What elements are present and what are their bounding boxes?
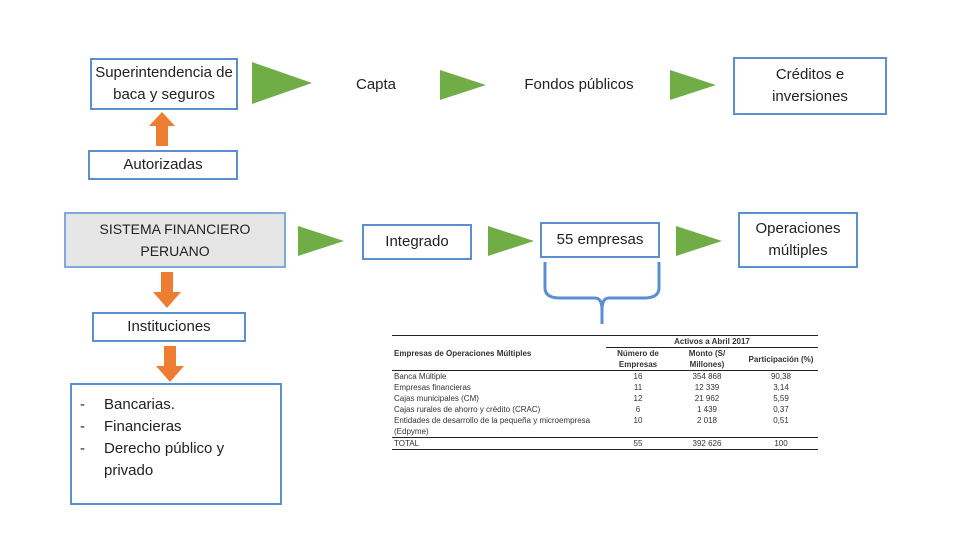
row-n: 16: [633, 372, 643, 381]
row-pct: 90,38: [770, 372, 792, 381]
row-name: Cajas rurales de ahorro y crédito (CRAC): [394, 405, 541, 414]
total-monto: 392 626: [692, 439, 722, 448]
col-header: Empresas de Operaciones Múltiples: [394, 348, 532, 358]
row-name: Entidades de desarrollo de la pequeña y microempresa (Edpyme): [394, 416, 591, 436]
list-item: [80, 394, 272, 416]
table-row: [392, 382, 818, 393]
arrow-up-icon: [149, 112, 175, 146]
integrado-box: [362, 224, 472, 260]
total-name: TOTAL: [394, 439, 420, 448]
row-pct: 5,59: [773, 394, 789, 403]
row-name: Empresas financieras: [394, 383, 471, 392]
row-monto: 2 018: [696, 416, 718, 425]
arrow-down-icon: [153, 272, 181, 308]
operaciones-label: Operaciones múltiples: [755, 220, 841, 259]
row-name: Banca Múltiple: [394, 372, 447, 381]
arrow-right-icon: [440, 70, 486, 100]
col-header: Participación (%): [748, 354, 814, 364]
fondos-label: Fondos públicos: [524, 76, 634, 93]
arrow-right-icon: [488, 226, 534, 256]
row-monto: 21 962: [694, 394, 720, 403]
empresas-table: [392, 335, 818, 450]
capta-label: Capta: [355, 76, 397, 93]
autorizadas-box: [88, 150, 238, 180]
row-n: 11: [633, 383, 643, 392]
arrow-right-icon: [670, 70, 716, 100]
list-item: [80, 438, 272, 482]
row-n: 6: [635, 405, 641, 414]
empresas55-box: [540, 222, 660, 258]
arrow-right-icon: [676, 226, 722, 256]
row-pct: 3,14: [773, 383, 789, 392]
sistema-label: SISTEMA FINANCIERO PERUANO: [99, 221, 251, 259]
creditos-label: Créditos e inversiones: [772, 66, 848, 105]
row-name: Cajas municipales (CM): [394, 394, 479, 403]
list-item: [80, 416, 272, 438]
superintendencia-label: Superintendencia de baca y seguros: [95, 64, 233, 103]
superintendencia-box: [90, 58, 238, 110]
operaciones-box: [738, 212, 858, 268]
empresas55-label: 55 empresas: [556, 231, 644, 248]
sistema-box: [64, 212, 286, 268]
fondos-box: [502, 70, 656, 100]
instituciones-label: Instituciones: [127, 318, 211, 335]
group-header: Activos a Abril 2017: [606, 336, 818, 348]
row-pct: 0,37: [773, 405, 789, 414]
list-dash: -: [80, 440, 85, 457]
table-row: [392, 415, 818, 438]
table-total-row: [392, 438, 818, 450]
total-n: 55: [633, 439, 643, 448]
autorizadas-label: Autorizadas: [123, 156, 203, 173]
total-pct: 100: [774, 439, 788, 448]
list-dash: -: [80, 396, 85, 413]
col-header: Número de Empresas: [617, 349, 659, 369]
creditos-box: [733, 57, 887, 115]
table-row: [392, 404, 818, 415]
row-monto: 354 868: [692, 372, 722, 381]
list-item-label: Financieras: [104, 418, 182, 435]
list-item-label: Derecho público y privado: [104, 440, 225, 479]
integrado-label: Integrado: [385, 233, 449, 250]
instituciones-box: [92, 312, 246, 342]
table-row: [392, 371, 818, 383]
capta-box: [326, 70, 426, 100]
brace-icon: [540, 260, 664, 326]
row-n: 10: [633, 416, 643, 425]
instituciones-list: [70, 383, 282, 505]
arrow-down-icon: [156, 346, 184, 382]
row-monto: 1 439: [696, 405, 718, 414]
list-dash: -: [80, 418, 85, 435]
row-n: 12: [633, 394, 643, 403]
row-pct: 0,51: [773, 416, 789, 425]
arrow-right-icon: [252, 62, 312, 104]
row-monto: 12 339: [694, 383, 720, 392]
arrow-right-icon: [298, 226, 344, 256]
list-item-label: Bancarias.: [104, 396, 175, 413]
col-header: Monto (S/ Millones): [688, 349, 726, 369]
table-row: [392, 393, 818, 404]
